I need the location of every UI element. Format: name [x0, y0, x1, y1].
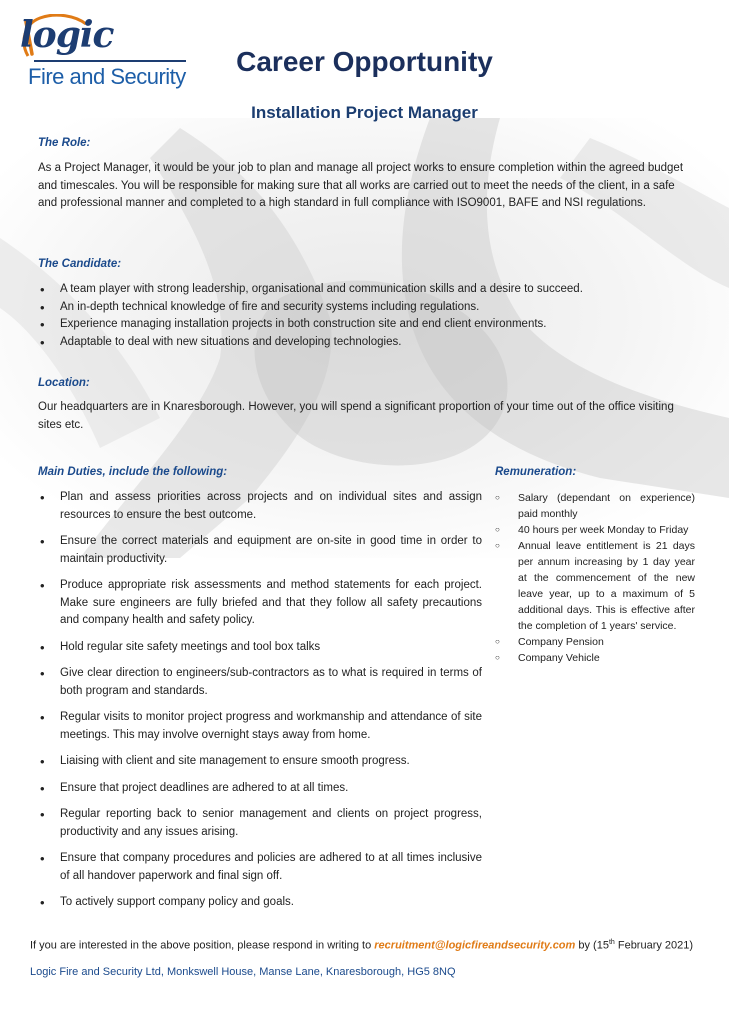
- logo-subtitle: Fire and Security: [28, 64, 186, 89]
- page-title-text: Career Opportunity: [236, 46, 493, 77]
- list-item: • Adaptable to deal with new situations and developing technologies.: [38, 334, 698, 352]
- apply-instructions: [30, 939, 720, 952]
- list-item: ○ Company Pension: [495, 634, 695, 650]
- list-item: • Plan and assess priorities across projects and on individual sites and assign resources to ensure the best outcome.: [38, 489, 482, 524]
- candidate-section: [38, 258, 698, 351]
- remuneration-heading: Remuneration:: [495, 466, 577, 478]
- duties-list: [38, 489, 482, 912]
- recruitment-email-link[interactable]: recruitment@logicfireandsecurity.com: [374, 939, 576, 952]
- list-item: • Give clear direction to engineers/sub-contractors as to what is required in terms of both program and standards.: [38, 665, 482, 700]
- role-section: [38, 137, 690, 213]
- apply-prefix: If you are interested in the above position, please respond in writing to: [30, 939, 375, 952]
- list-item: • Produce appropriate risk assessments and method statements for each project. Make sure engineers are fully briefed and that they follow all safety precautions and company health and safety policy.: [38, 577, 482, 630]
- list-item: • Regular reporting back to senior management and clients on project progress, productivity and any issues arising.: [38, 806, 482, 841]
- list-item: • An in-depth technical knowledge of fire and security systems including regulations.: [38, 299, 698, 317]
- list-item: • Ensure that company procedures and policies are adhered to at all times inclusive of all handover paperwork and final sign off.: [38, 850, 482, 885]
- list-item: ○ 40 hours per week Monday to Friday: [495, 522, 695, 538]
- duties-section: [38, 466, 482, 921]
- list-item: • Regular visits to monitor project progress and workmanship and attendance of site meetings. This may involve overnight stays away from home.: [38, 709, 482, 744]
- remuneration-section: [495, 466, 695, 666]
- role-text: As a Project Manager, it would be your job to plan and manage all project works to ensure completion within the agreed budget and timescales. You will be responsible for making sure that all works are carried out to meet the needs of the client, in a safe and professional manner and completed to a high standard in full compliance with ISO9001, BAFE and NSI regulations.: [38, 162, 684, 209]
- list-item: ○ Company Vehicle: [495, 650, 695, 666]
- candidate-list: [38, 281, 698, 351]
- list-item: • Ensure that project deadlines are adhered to at all times.: [38, 780, 482, 798]
- apply-suffix: February 2021): [614, 939, 694, 952]
- location-heading: Location:: [38, 377, 90, 389]
- list-item: • Liaising with client and site management to ensure smooth progress.: [38, 753, 482, 771]
- list-item: • To actively support company policy and goals.: [38, 894, 482, 912]
- page-title: [0, 46, 729, 78]
- list-item: ○ Annual leave entitlement is 21 days per annum increasing by 1 day year at the commencement of the new leave year, up to a maximum of 5 additional days. This is effective after the completion of 1 years' service.: [495, 538, 695, 634]
- remuneration-list: [495, 490, 695, 666]
- candidate-heading: The Candidate:: [38, 258, 122, 270]
- location-text: Our headquarters are in Knaresborough. However, you will spend a significant proportion of your time out of the office visiting sites etc.: [38, 401, 674, 431]
- logo-word: logic: [20, 14, 114, 56]
- location-section: [38, 377, 678, 434]
- role-heading: The Role:: [38, 137, 91, 149]
- company-address: Logic Fire and Security Ltd, Monkswell House, Manse Lane, Knaresborough, HG5 8NQ: [30, 966, 456, 978]
- list-item: • Ensure the correct materials and equipment are on-site in good time in order to maintain productivity.: [38, 533, 482, 568]
- job-title: Installation Project Manager: [251, 103, 478, 122]
- list-item: • Hold regular site safety meetings and tool box talks: [38, 639, 482, 657]
- duties-heading: Main Duties, include the following:: [38, 466, 228, 478]
- apply-sup: th: [608, 939, 615, 946]
- list-item: • A team player with strong leadership, organisational and communication skills and a desire to succeed.: [38, 281, 698, 299]
- apply-mid: by (15: [575, 939, 609, 952]
- list-item: • Experience managing installation projects in both construction site and end client environments.: [38, 316, 698, 334]
- list-item: ○ Salary (dependant on experience) paid monthly: [495, 490, 695, 522]
